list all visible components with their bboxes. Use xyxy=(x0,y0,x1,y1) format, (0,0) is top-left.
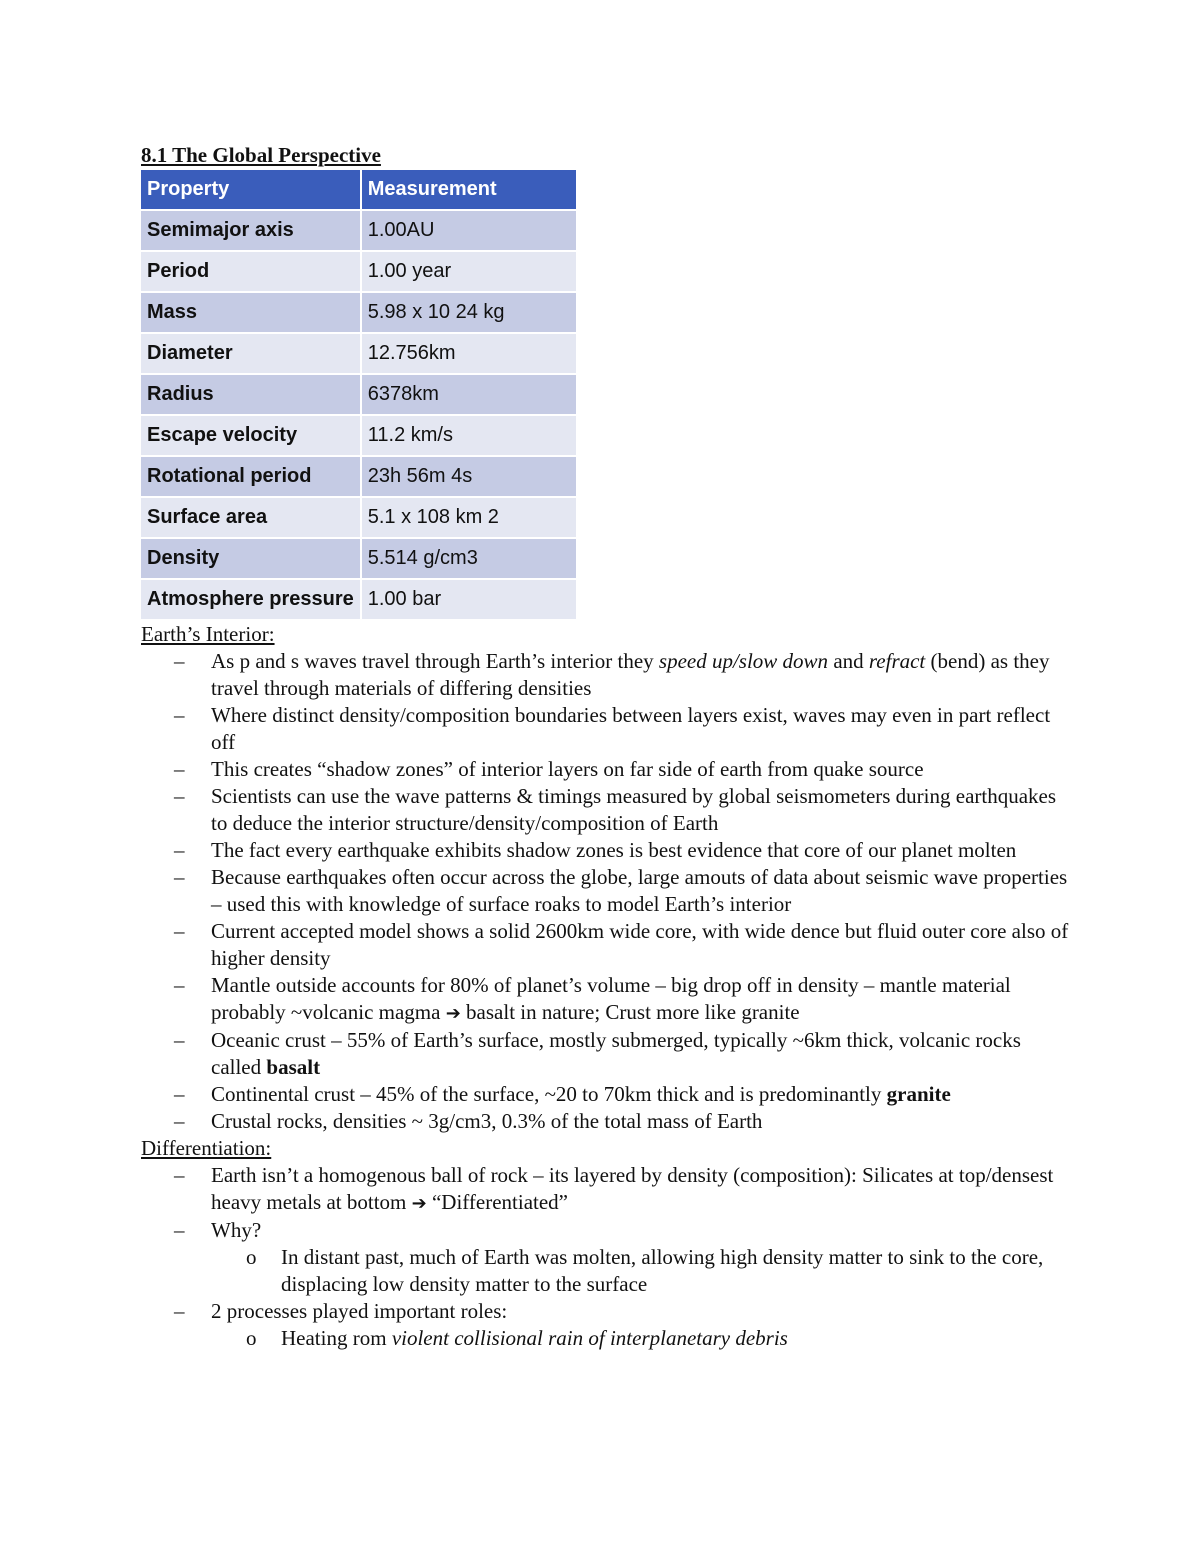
measurement-cell: 1.00AU xyxy=(362,211,576,250)
list-item xyxy=(141,1027,1071,1081)
property-cell: Semimajor axis xyxy=(141,211,360,250)
measurement-cell: 1.00 bar xyxy=(362,580,576,619)
text-run: Oceanic crust – 55% of Earth’s surface, mostly submerged, typically ~6km thick, volcanic rocks called xyxy=(211,1028,1021,1079)
measurement-cell: 5.514 g/cm3 xyxy=(362,539,576,578)
property-cell: Escape velocity xyxy=(141,416,360,455)
italic-text: violent collisional rain of interplanetary debris xyxy=(391,1326,788,1350)
table-row xyxy=(141,457,576,496)
table-row xyxy=(141,252,576,291)
arrow-right-icon: ➔ xyxy=(411,1193,427,1214)
list-item: – Scientists can use the wave patterns & timings measured by global seismometers during earthquakes to deduce the interior structure/density/composition of Earth xyxy=(141,783,1071,837)
bold-text: granite xyxy=(886,1082,951,1106)
text-run: basalt in nature; Crust more like granite xyxy=(460,1000,800,1024)
text-run: Continental crust – 45% of the surface, ~20 to 70km thick and is predominantly xyxy=(211,1082,887,1106)
list-item: – Crustal rocks, densities ~ 3g/cm3, 0.3% of the total mass of Earth xyxy=(141,1108,1071,1135)
table-header-row xyxy=(141,170,576,209)
table-row xyxy=(141,211,576,250)
list-item xyxy=(141,972,1071,1027)
text-run: (bend) as they travel through materials of differing densities xyxy=(211,649,1050,700)
text-run: “Differentiated” xyxy=(426,1190,568,1214)
table-row xyxy=(141,580,576,619)
property-cell: Surface area xyxy=(141,498,360,537)
sub-list-item: o In distant past, much of Earth was molten, allowing high density matter to sink to the core, displacing low density matter to the surface xyxy=(210,1244,1070,1298)
list-item: – Because earthquakes often occur across the globe, large amouts of data about seismic wave properties – used this with knowledge of surface roaks to model Earth’s interior xyxy=(141,864,1071,918)
measurement-cell: 11.2 km/s xyxy=(362,416,576,455)
document-page xyxy=(141,142,1071,1352)
property-cell: Atmosphere pressure xyxy=(141,580,360,619)
text-run: Mantle outside accounts for 80% of planet’s volume – big drop off in density – mantle material probably ~volcanic magma xyxy=(211,973,1011,1024)
list-item: – Current accepted model shows a solid 2600km wide core, with wide dence but fluid outer core also of higher density xyxy=(141,918,1071,972)
sub-list-item xyxy=(210,1325,1070,1352)
page-title: 8.1 The Global Perspective xyxy=(141,143,381,167)
list-item xyxy=(141,648,1071,702)
italic-text: speed up/slow down xyxy=(658,649,829,673)
table-row xyxy=(141,334,576,373)
property-cell: Density xyxy=(141,539,360,578)
column-header-measurement: Measurement xyxy=(362,170,576,209)
bold-text: basalt xyxy=(266,1055,321,1079)
earth-properties-table xyxy=(139,168,578,621)
property-cell: Period xyxy=(141,252,360,291)
text-run: Why? xyxy=(211,1218,262,1242)
interior-list xyxy=(141,648,1071,1135)
measurement-cell: 23h 56m 4s xyxy=(362,457,576,496)
property-cell: Mass xyxy=(141,293,360,332)
list-item xyxy=(141,1162,1071,1217)
property-cell: Rotational period xyxy=(141,457,360,496)
list-item xyxy=(141,1081,1071,1108)
property-cell: Diameter xyxy=(141,334,360,373)
table-row xyxy=(141,498,576,537)
table-row xyxy=(141,293,576,332)
list-item: – The fact every earthquake exhibits shadow zones is best evidence that core of our planet molten xyxy=(141,837,1071,864)
differentiation-list xyxy=(141,1162,1071,1352)
measurement-cell: 1.00 year xyxy=(362,252,576,291)
text-run: As p and s waves travel through Earth’s interior they xyxy=(211,649,659,673)
table-row xyxy=(141,539,576,578)
list-item xyxy=(141,1298,1071,1352)
sub-list xyxy=(211,1244,1071,1298)
list-item: – Where distinct density/composition boundaries between layers exist, waves may even in part reflect off xyxy=(141,702,1071,756)
text-run: and xyxy=(828,649,869,673)
measurement-cell: 12.756km xyxy=(362,334,576,373)
arrow-right-icon: ➔ xyxy=(445,1003,461,1024)
property-cell: Radius xyxy=(141,375,360,414)
measurement-cell: 5.1 x 108 km 2 xyxy=(362,498,576,537)
table-row xyxy=(141,416,576,455)
measurement-cell: 6378km xyxy=(362,375,576,414)
text-run: 2 processes played important roles: xyxy=(211,1299,508,1323)
measurement-cell: 5.98 x 10 24 kg xyxy=(362,293,576,332)
differentiation-heading: Differentiation: xyxy=(141,1136,272,1160)
list-item xyxy=(141,1217,1071,1298)
interior-heading: Earth’s Interior: xyxy=(141,622,275,646)
italic-text: refract xyxy=(868,649,926,673)
text-run: Earth isn’t a homogenous ball of rock – its layered by density (composition): Silicates at top/densest heavy metals at bottom xyxy=(211,1163,1054,1214)
column-header-property: Property xyxy=(141,170,360,209)
table-row xyxy=(141,375,576,414)
text-run: Heating rom xyxy=(281,1326,392,1350)
list-item: – This creates “shadow zones” of interior layers on far side of earth from quake source xyxy=(141,756,1071,783)
sub-list xyxy=(211,1325,1071,1352)
